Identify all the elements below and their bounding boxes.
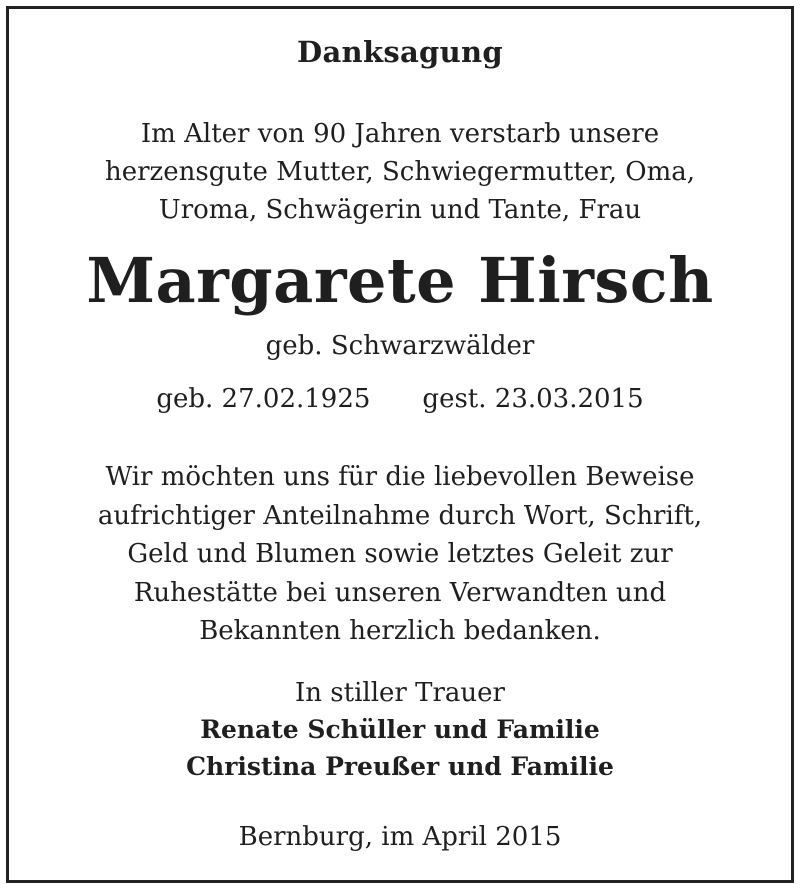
deceased-name: Margarete Hirsch: [86, 244, 714, 317]
birth-name: geb. Schwarzwälder: [265, 331, 535, 361]
place-and-date: Bernburg, im April 2015: [238, 822, 562, 852]
life-dates: [0, 386, 800, 412]
thanks-line: Wir möchten uns für die liebevollen Beweise: [105, 462, 695, 492]
thanks-line: Ruhestätte bei unseren Verwandten und: [133, 577, 667, 608]
mourner-family: Renate Schüller und Familie: [200, 715, 600, 744]
birth-date: geb. 27.02.1925: [156, 384, 371, 414]
thanks-text: [0, 458, 800, 651]
thanks-line: Geld und Blumen sowie letztes Geleit zur: [127, 539, 673, 569]
thanks-line: Bekannten herzlich bedanken.: [199, 616, 601, 646]
intro-line: herzensgute Mutter, Schwiegermutter, Oma,: [104, 157, 696, 187]
notice-heading: Danksagung: [297, 35, 503, 69]
intro-line: Im Alter von 90 Jahren verstarb unsere: [140, 119, 660, 149]
mourner-family: Christina Preußer und Familie: [186, 752, 614, 781]
intro-line: Uroma, Schwägerin und Tante, Frau: [158, 195, 642, 225]
death-date: gest. 23.03.2015: [422, 384, 644, 414]
mourning-label: In stiller Trauer: [295, 678, 505, 708]
thanks-line: aufrichtiger Anteilnahme durch Wort, Schrift,: [97, 500, 703, 531]
intro-text: [0, 115, 800, 229]
